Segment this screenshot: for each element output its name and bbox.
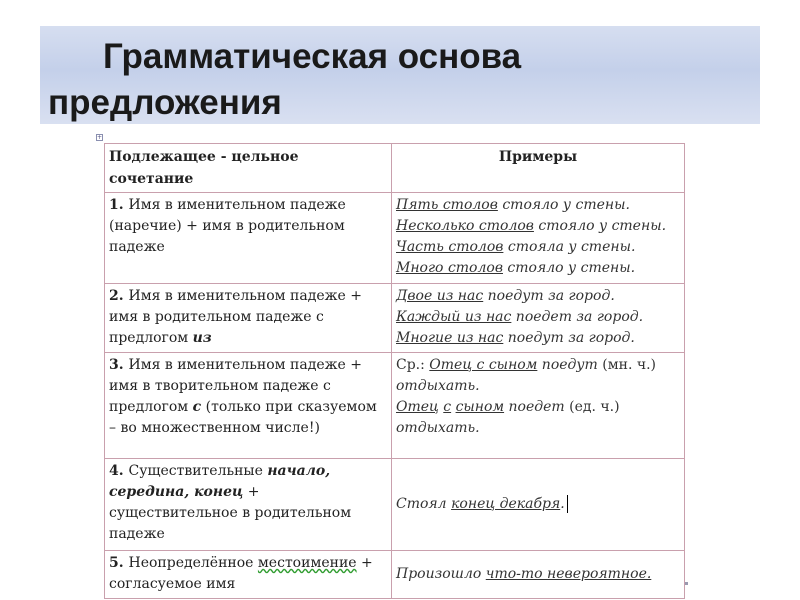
example-text: Многие из нас bbox=[396, 330, 504, 346]
example-text: (ед. ч.) bbox=[569, 399, 620, 415]
text-cursor bbox=[567, 495, 568, 513]
rule-text: Имя в именительном падеже + имя в родительном падеже с предлогом bbox=[109, 288, 362, 346]
table-row bbox=[105, 459, 685, 551]
example-line bbox=[396, 286, 680, 307]
example-text: Отец bbox=[396, 399, 439, 415]
table-header-row bbox=[105, 144, 685, 193]
rule-cell bbox=[105, 284, 392, 353]
example-text: стояло у стены. bbox=[533, 218, 667, 234]
example-text: что-то невероятное. bbox=[485, 566, 652, 582]
example-text: . bbox=[560, 496, 565, 512]
header-subject: Подлежащее - цельное сочетание bbox=[105, 144, 392, 193]
example-text: поедут за город. bbox=[503, 330, 635, 346]
rule-text: + согласуемое имя bbox=[109, 555, 373, 592]
rule-text: 2. bbox=[109, 288, 129, 304]
examples-cell bbox=[392, 459, 685, 551]
slide-title bbox=[48, 34, 521, 126]
rule-text: + существительное в родительном падеже bbox=[109, 484, 352, 542]
example-text: поедет bbox=[504, 399, 570, 415]
example-line bbox=[396, 195, 680, 216]
example-text: Отец с сыном bbox=[429, 357, 538, 373]
table-row bbox=[105, 551, 685, 599]
rule-cell bbox=[105, 459, 392, 551]
rule-cell bbox=[105, 551, 392, 599]
example-text: сыном bbox=[455, 399, 505, 415]
example-text: Много столов bbox=[396, 260, 503, 276]
examples-cell bbox=[392, 353, 685, 459]
rule-text: Существительные bbox=[128, 463, 268, 479]
rule-text: Неопределённое bbox=[128, 555, 258, 571]
example-text: (мн. ч.) bbox=[602, 357, 657, 373]
example-line bbox=[396, 307, 680, 328]
rule-text: Имя в именительном падеже (наречие) + имя в родительном падеже bbox=[109, 197, 346, 255]
end-marker bbox=[685, 582, 688, 585]
slide-title-line1: Грамматическая основа bbox=[103, 37, 522, 76]
example-line bbox=[396, 237, 680, 258]
table-row bbox=[105, 353, 685, 459]
example-text: стояло у стены. bbox=[497, 197, 630, 213]
table-row bbox=[105, 193, 685, 284]
rule-text: начало, середина, конец bbox=[109, 463, 331, 500]
example-line bbox=[396, 494, 680, 515]
example-text: поедут bbox=[537, 357, 603, 373]
example-line bbox=[396, 328, 680, 349]
table-move-handle-icon[interactable]: + bbox=[97, 134, 103, 141]
table-row bbox=[105, 284, 685, 353]
slide-title-line2: предложения bbox=[48, 83, 282, 122]
examples-cell bbox=[392, 551, 685, 599]
rule-text: местоимение bbox=[257, 555, 357, 571]
example-text: Каждый из нас bbox=[396, 309, 512, 325]
rule-text: (только при сказуемом – во множественном числе!) bbox=[109, 399, 377, 436]
examples-cell bbox=[392, 284, 685, 353]
example-line bbox=[396, 258, 680, 279]
example-text: Пять столов bbox=[396, 197, 498, 213]
example-line bbox=[396, 216, 680, 237]
example-text: Произошло bbox=[396, 566, 486, 582]
example-text: стояла у стены. bbox=[503, 239, 636, 255]
example-text: конец декабря bbox=[451, 496, 561, 512]
grammar-table bbox=[104, 143, 685, 599]
example-text: с bbox=[443, 399, 452, 415]
example-text: Двое из нас bbox=[396, 288, 484, 304]
example-text: Часть столов bbox=[396, 239, 504, 255]
rule-text: 3. bbox=[109, 357, 129, 373]
example-line bbox=[396, 564, 680, 585]
example-text: стояло у стены. bbox=[502, 260, 636, 276]
example-text: отдыхать. bbox=[396, 378, 480, 394]
rule-text: 1. bbox=[109, 197, 129, 213]
example-text: Ср.: bbox=[396, 357, 430, 373]
rule-text: 4. bbox=[109, 463, 129, 479]
example-line bbox=[396, 355, 680, 397]
rule-text: с bbox=[192, 399, 202, 415]
rule-text: из bbox=[192, 330, 212, 346]
example-text: поедет за город. bbox=[511, 309, 644, 325]
example-text: Стоял bbox=[396, 496, 452, 512]
header-examples: Примеры bbox=[392, 144, 685, 193]
rule-text: 5. bbox=[109, 555, 129, 571]
rule-text: Имя в именительном падеже + имя в творительном падеже с предлогом bbox=[109, 357, 362, 415]
rule-cell bbox=[105, 353, 392, 459]
example-text: отдыхать. bbox=[396, 420, 480, 436]
examples-cell bbox=[392, 193, 685, 284]
example-text: Несколько столов bbox=[396, 218, 534, 234]
example-line bbox=[396, 397, 680, 439]
example-text: поедут за город. bbox=[483, 288, 615, 304]
rule-cell bbox=[105, 193, 392, 284]
